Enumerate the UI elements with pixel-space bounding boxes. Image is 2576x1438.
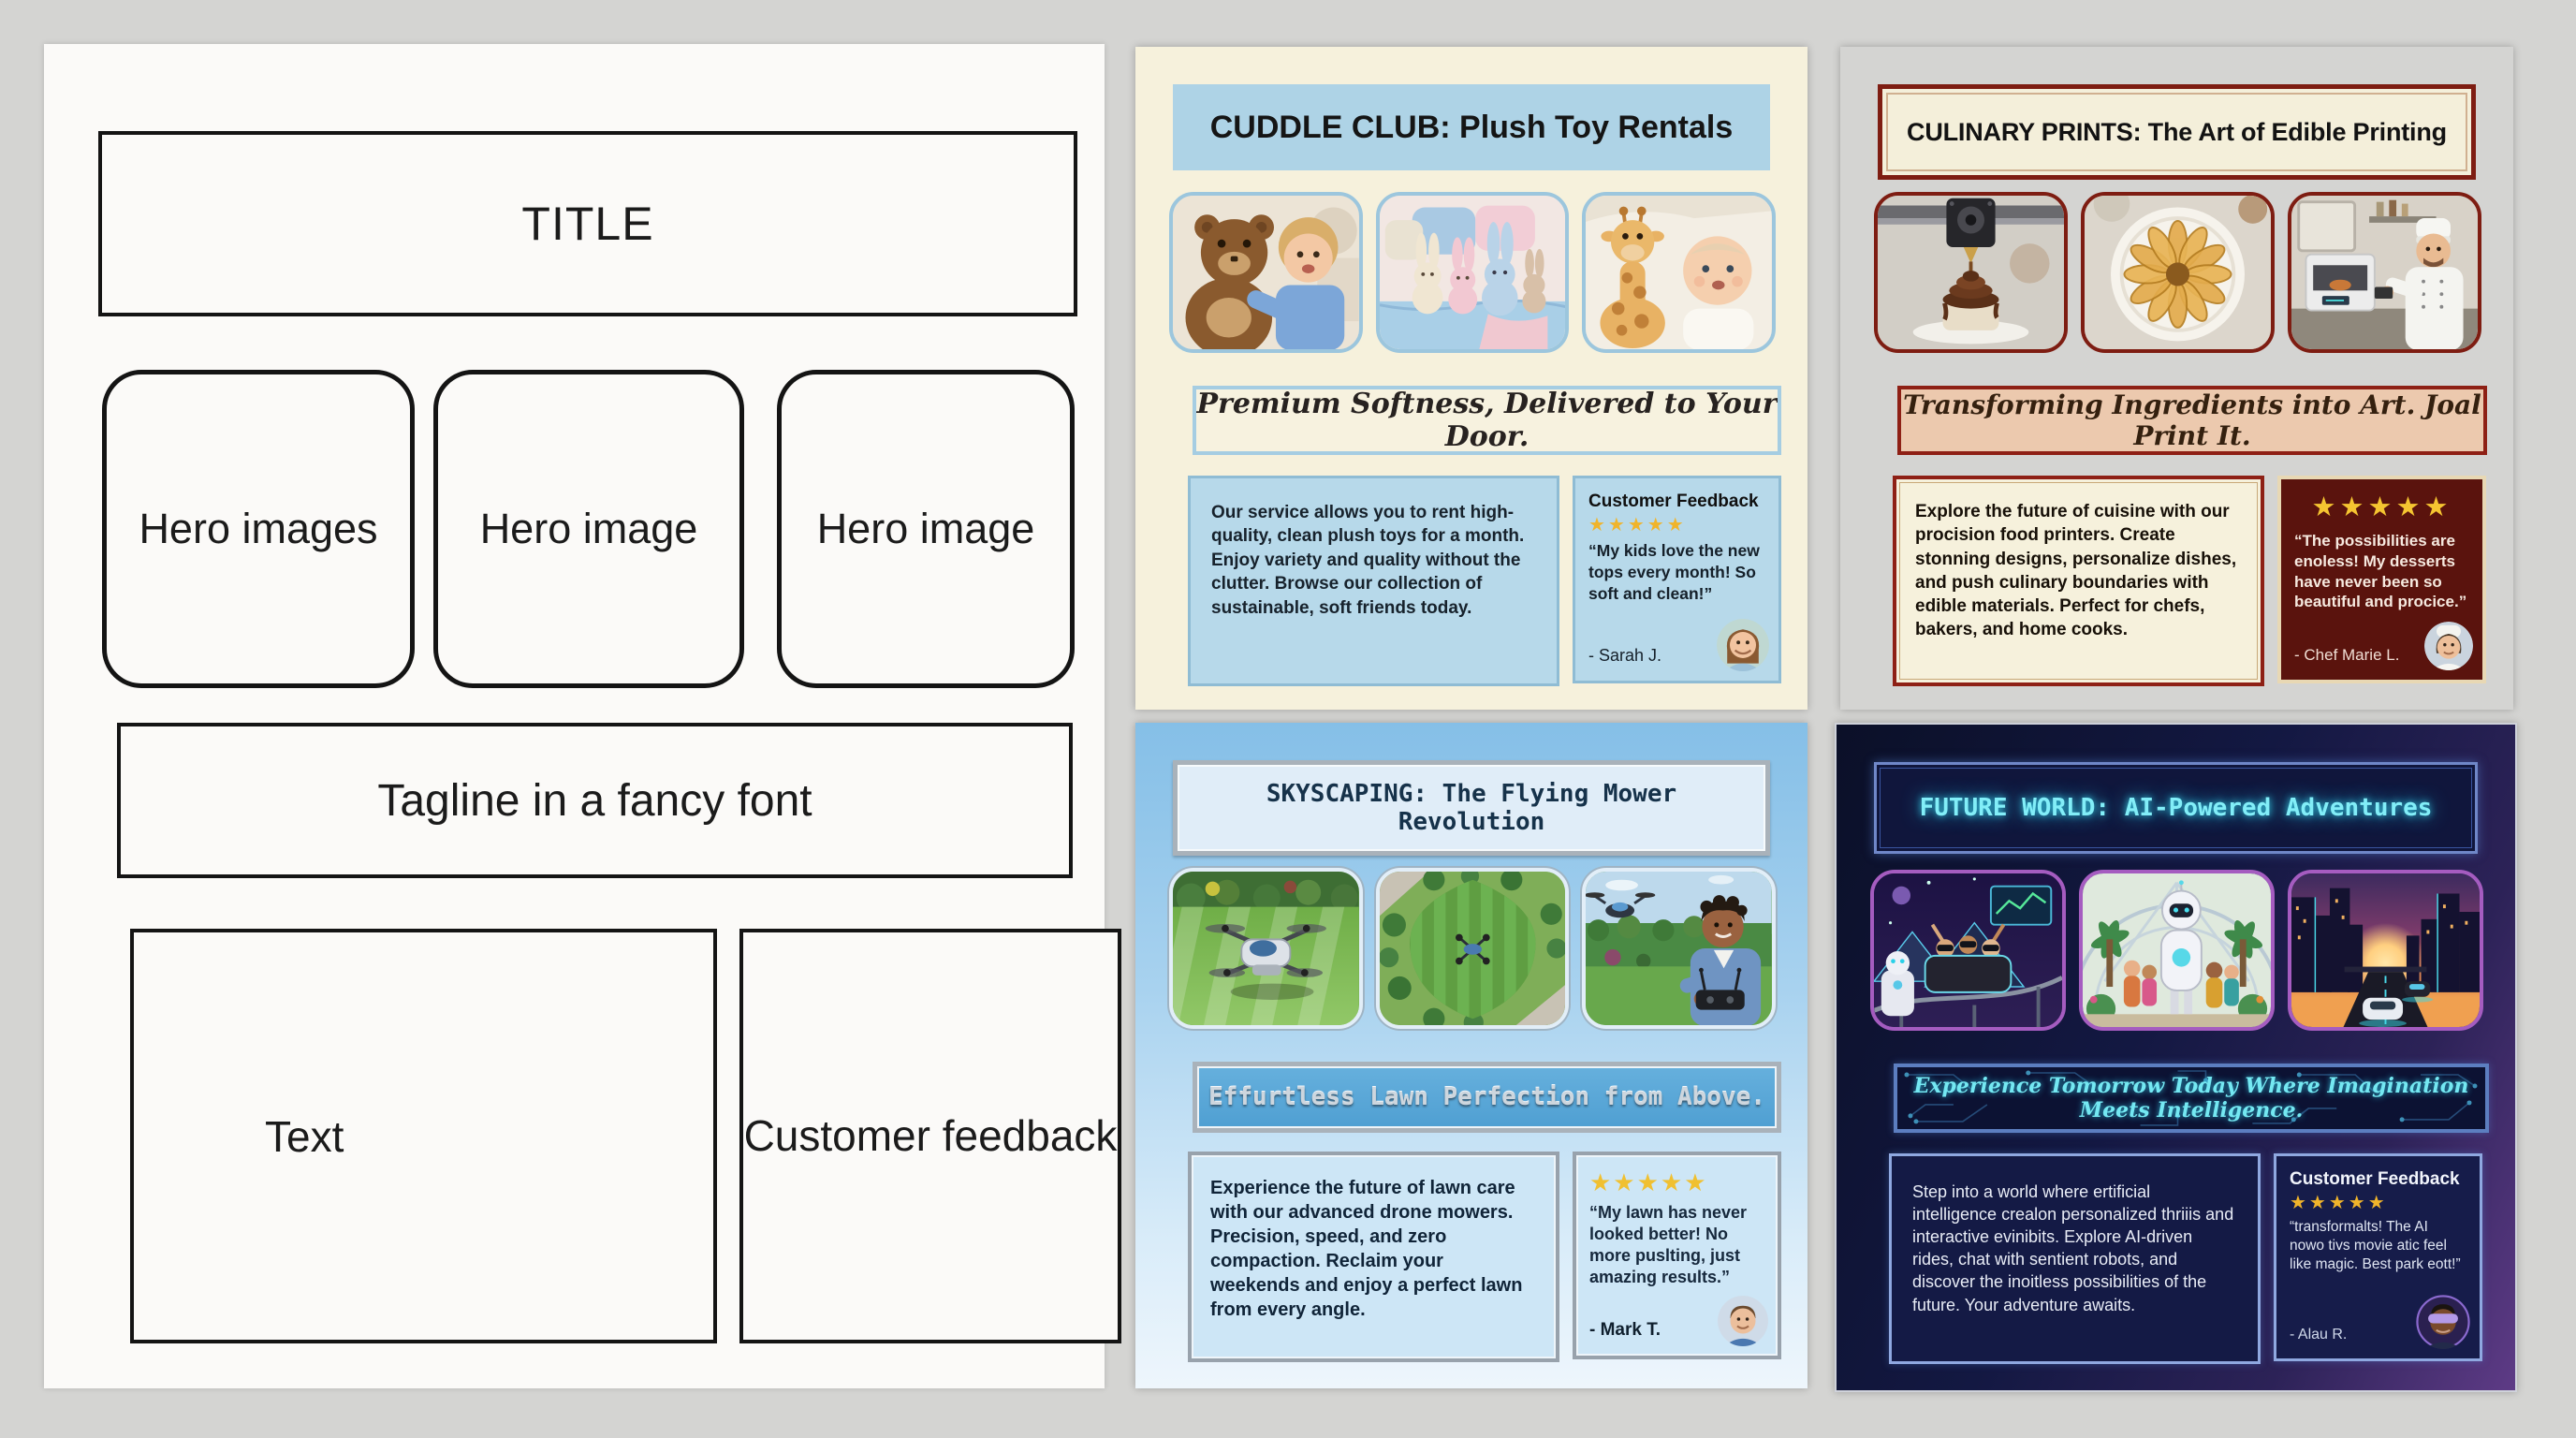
poster3-tagline-bar bbox=[1193, 1062, 1781, 1133]
poster1-feedback-heading: Customer Feedback bbox=[1588, 492, 1759, 511]
poster3-body-text: Experience the future of lawn care with our advanced drone mowers. Precision, speed, and zero compaction. Reclaim your weekends and enjoy a perfect lawn from every angle. bbox=[1210, 1178, 1523, 1320]
poster-skyscaping bbox=[1135, 723, 1808, 1388]
poster3-reviewer-avatar bbox=[1718, 1296, 1768, 1346]
poster2-reviewer-avatar bbox=[2424, 622, 2473, 670]
poster2-title-bar bbox=[1878, 84, 2476, 180]
poster4-body-box bbox=[1889, 1153, 2261, 1364]
wireframe-panel bbox=[44, 44, 1118, 1388]
poster4-star-rating: ★★★★★ bbox=[2290, 1193, 2388, 1213]
poster4-body-text: Step into a world where ertificial intelligence crealon personalized thriiis and interactive evinibits. Explore AI-driven rides, chat with sentient robots, and discover the inoitless possibilities of the future. Your adventure awaits. bbox=[1912, 1182, 2234, 1314]
poster4-feedback-heading: Customer Feedback bbox=[2290, 1169, 2460, 1189]
wireframe-tagline-box bbox=[117, 723, 1073, 878]
poster1-star-rating: ★★★★★ bbox=[1588, 515, 1687, 536]
hero-image-chocolate-3d-printer-dessert bbox=[1874, 192, 2068, 353]
hero-image-child-hugging-teddy-bear bbox=[1169, 192, 1363, 353]
wireframe-hero-box-1 bbox=[102, 370, 415, 688]
poster2-hero-row bbox=[1874, 192, 2481, 353]
poster1-feedback-quote: “My kids love the new tops every month! So soft and clean!” bbox=[1588, 541, 1760, 603]
poster1-tagline-bar bbox=[1193, 386, 1781, 455]
poster4-feedback-author: - Alau R. bbox=[2290, 1327, 2348, 1343]
wireframe-feedback-label: Customer feedback bbox=[743, 1110, 1118, 1160]
poster3-feedback-quote: “My lawn has never looked better! No more puslting, just amazing results.” bbox=[1589, 1203, 1748, 1287]
hero-image-vr-roller-coaster-with-robots bbox=[1870, 870, 2066, 1031]
poster4-feedback-box bbox=[2274, 1153, 2482, 1361]
poster1-body-text: Our service allows you to rent high-quality, clean plush toys for a month. Enjoy variety and quality without the clutter. Browse our collection of sustainable, soft friends today. bbox=[1211, 503, 1525, 618]
hero-image-giraffe-plush-with-baby bbox=[1582, 192, 1776, 353]
poster3-star-rating: ★★★★★ bbox=[1589, 1168, 1708, 1196]
poster4-tagline-bar bbox=[1894, 1064, 2489, 1133]
wireframe-hero-box-2 bbox=[433, 370, 744, 688]
poster3-body-box bbox=[1188, 1152, 1559, 1362]
poster2-body-box bbox=[1893, 476, 2264, 686]
wireframe-hero-label-2: Hero image bbox=[479, 505, 698, 552]
wireframe-title-box bbox=[98, 131, 1077, 316]
poster2-feedback-quote: “The possibilities are enoless! My desserts have never been so beautiful and procice.” bbox=[2294, 532, 2467, 611]
poster-cuddle-club bbox=[1135, 47, 1808, 710]
poster1-hero-row bbox=[1169, 192, 1776, 353]
poster2-body-text: Explore the future of cuisine with our procision food printers. Create stonning designs, personalize dishes, and push culinary boundaries with edible materials. Perfect for chefs, bakers, and home cooks. bbox=[1915, 502, 2237, 640]
poster2-feedback-author: - Chef Marie L. bbox=[2294, 646, 2400, 664]
hero-image-plush-bunnies-on-bed bbox=[1376, 192, 1570, 353]
poster4-tagline: Experience Tomorrow Today Where Imagination Meets Intelligence. bbox=[1913, 1074, 2469, 1123]
poster-culinary-prints bbox=[1840, 47, 2513, 710]
poster2-title: CULINARY PRINTS: The Art of Edible Printing bbox=[1907, 117, 2447, 146]
poster4-title-bar bbox=[1874, 762, 2478, 854]
poster4-hero-row bbox=[1870, 870, 2483, 1031]
poster2-feedback-box bbox=[2277, 476, 2486, 683]
poster3-title-bar bbox=[1173, 760, 1770, 856]
poster4-reviewer-avatar bbox=[2416, 1295, 2470, 1349]
wireframe-text-label: Text bbox=[265, 1111, 344, 1161]
poster2-tagline-bar bbox=[1897, 386, 2487, 455]
poster3-feedback-box bbox=[1573, 1152, 1781, 1359]
poster4-feedback-quote: “transformalts! The AI nowo tivs movie atic feel like magic. Best park eott!” bbox=[2290, 1219, 2461, 1273]
poster-future-world bbox=[1835, 723, 2517, 1392]
poster3-tagline: Effurtless Lawn Perfection from Above. bbox=[1208, 1083, 1765, 1111]
wireframe-hero-label-1: Hero images bbox=[139, 505, 378, 552]
poster1-body-box bbox=[1188, 476, 1559, 686]
hero-image-robot-greeting-children-in-dome bbox=[2079, 870, 2275, 1031]
wireframe-feedback-box bbox=[739, 929, 1121, 1343]
poster2-tagline: Transforming Ingredients into Art. Joal Print It. bbox=[1903, 389, 2481, 451]
poster2-star-rating: ★★★★★ bbox=[2311, 492, 2452, 522]
poster1-title: CUDDLE CLUB: Plush Toy Rentals bbox=[1209, 109, 1734, 145]
hero-image-golden-lattice-pastry-flower bbox=[2081, 192, 2275, 353]
wireframe-hero-label-3: Hero image bbox=[816, 505, 1035, 552]
hero-image-drone-mower-on-lawn bbox=[1169, 868, 1363, 1029]
poster1-reviewer-avatar bbox=[1717, 619, 1769, 671]
poster3-feedback-author: - Mark T. bbox=[1589, 1320, 1661, 1340]
hero-image-man-with-remote-and-flying-mower bbox=[1582, 868, 1776, 1029]
hero-image-futuristic-city-sunset-cars bbox=[2288, 870, 2483, 1031]
poster3-title: SKYSCAPING: The Flying Mower Revolution bbox=[1266, 780, 1677, 836]
wireframe-title-label: TITLE bbox=[521, 198, 654, 250]
wireframe-hero-box-3 bbox=[777, 370, 1075, 688]
wireframe-text-box bbox=[130, 929, 717, 1343]
poster3-hero-row bbox=[1169, 868, 1776, 1029]
hero-image-chef-with-food-printer bbox=[2288, 192, 2481, 353]
wireframe-tagline-label: Tagline in a fancy font bbox=[377, 775, 812, 826]
poster4-title: FUTURE WORLD: AI-Powered Adventures bbox=[1919, 794, 2433, 822]
hero-image-aerial-view-striped-lawn bbox=[1376, 868, 1570, 1029]
poster1-title-bar bbox=[1173, 84, 1770, 170]
poster1-feedback-author: - Sarah J. bbox=[1588, 646, 1662, 665]
poster1-feedback-box bbox=[1573, 476, 1781, 683]
poster1-tagline: Premium Softness, Delivered to Your Door. bbox=[1196, 388, 1778, 453]
